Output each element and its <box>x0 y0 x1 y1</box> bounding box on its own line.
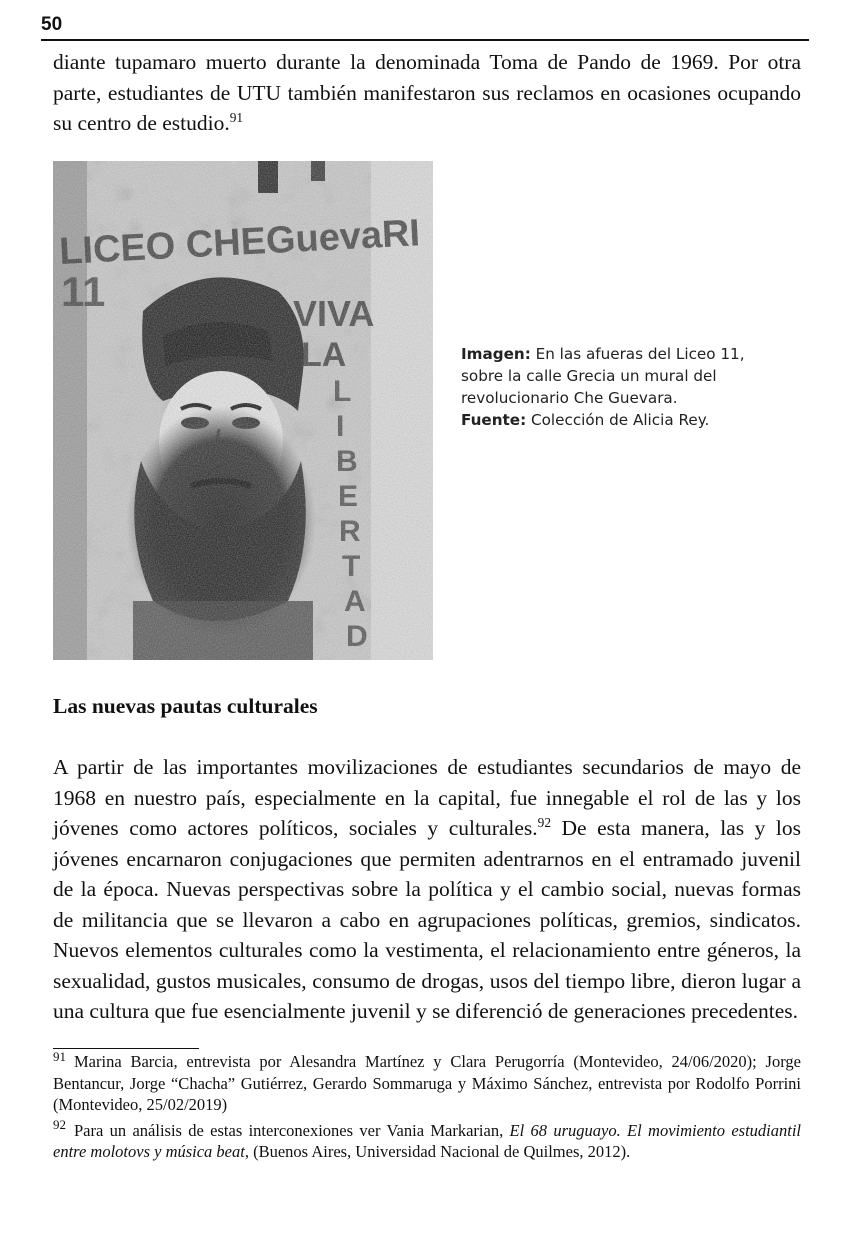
cited-book-title: El 68 uruguayo. El movimiento estudiantil entre molotovs y música beat <box>53 1120 801 1161</box>
footnote-separator <box>53 1048 199 1049</box>
caption-image-label: Imagen: <box>461 345 531 363</box>
footnote-number: 92 <box>53 1117 66 1132</box>
caption-image-line <box>461 343 791 409</box>
header-rule <box>41 39 809 41</box>
intro-text: diante tupamaro muerto durante la denominada Toma de Pando de 1969. Por otra parte, estudiantes de UTU también manifestaron sus reclamos en ocasiones ocupando su centro de estudio. <box>53 50 801 135</box>
footnote-text-after: , (Buenos Aires, Universidad Nacional de Quilmes, 2012). <box>244 1142 631 1161</box>
main-paragraph-part-2: De esta manera, las y los jóvenes encarnaron conjugaciones que permiten adentrarnos en el entramado juvenil de la época. Nuevas perspectivas sobre la política y el cambio social, nuevas formas de militancia que se llevaron a cabo en agrupaciones políticas, gremios, sindicatos. Nuevos elementos culturales como la vestimenta, el relacionamiento entre géneros, la sexualidad, gustos musicales, consumo de drogas, usos del tiempo libre, dieron lugar a una cultura que fue esencialmente juvenil y se diferenció de generaciones precedentes. <box>53 816 801 1023</box>
mural-photo-graphic <box>53 161 433 660</box>
footnote-ref-92[interactable]: 92 <box>537 814 551 830</box>
caption-source-label: Fuente: <box>461 411 527 429</box>
main-paragraph-part-1: A partir de las importantes movilizaciones de estudiantes secundarios de mayo de 1968 en nuestro país, especialmente en la capital, fue innegable el rol de las y los jóvenes como actores políticos, sociales y culturales. <box>53 755 801 840</box>
footnotes <box>53 1048 801 1167</box>
mural-photo <box>53 161 433 660</box>
footnote-text: Marina Barcia, entrevista por Alesandra Martínez y Clara Perugorría (Montevideo, 24/06/2020); Jorge Bentancur, Jorge “Chacha” Gutiérrez, Gerardo Sommaruga y Máximo Sánchez, entrevista por Rodolfo Porrini (Montevideo, 25/02/2019) <box>53 1052 801 1114</box>
page-number: 50 <box>41 14 63 35</box>
footnote-91 <box>53 1048 801 1116</box>
caption-source-line <box>461 409 791 431</box>
footnote-ref-91[interactable]: 91 <box>229 109 244 125</box>
figure-caption <box>461 343 791 431</box>
footnote-text-before: Para un análisis de estas interconexiones ver Vania Markarian, <box>74 1120 504 1140</box>
intro-paragraph <box>53 47 801 139</box>
caption-source-text: Colección de Alicia Rey. <box>531 411 710 429</box>
caption-image-text: En las afueras del Liceo 11, sobre la calle Grecia un mural del revolucionario Che Guevara. <box>461 345 745 407</box>
main-paragraph <box>53 752 801 1027</box>
section-heading: Las nuevas pautas culturales <box>53 694 318 718</box>
footnote-number: 91 <box>53 1048 66 1064</box>
footnote-92 <box>53 1117 801 1163</box>
